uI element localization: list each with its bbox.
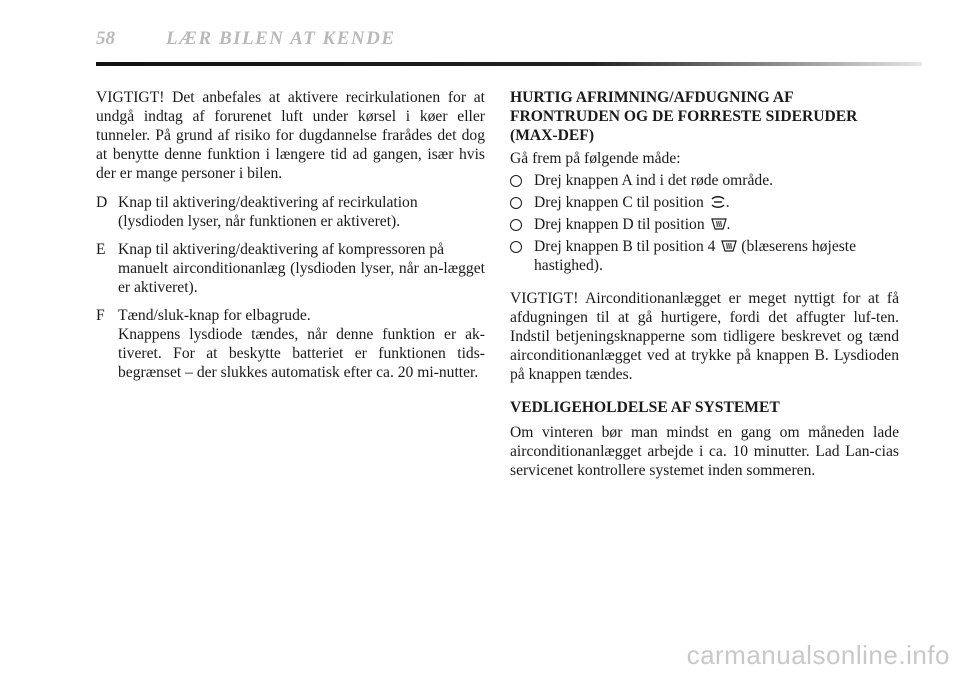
item-letter: F <box>96 307 105 324</box>
item-letter: D <box>96 194 108 211</box>
aircon-note: VIGTIGT! Airconditionanlægget er meget nyttigt for at få afdugningen til at gå hurtigere, fordi det affugter luf-ten. Indstil betjeningsknapperne som tidligere beskrevet og tænd airconditionanlægget ved at trykke på knappen B. Lysdioden på knappen tændes. <box>510 290 899 383</box>
fan-icon <box>710 195 726 209</box>
item-line1: Tænd/sluk-knap for elbagrude. <box>118 307 311 324</box>
item-letter: E <box>96 241 106 258</box>
right-column <box>510 88 899 480</box>
list-item: Drej knappen A ind i det røde område. <box>510 171 899 190</box>
item-rest: manuelt airconditionanlæg (lysdioden lyser, når an-lægget er aktiveret). <box>118 260 485 296</box>
section-heading-maxdef: HURTIG AFRIMNING/AFDUGNING AF FRONTRUDEN OG DE FORRESTE SIDERUDER (MAX-DEF) <box>510 89 858 144</box>
left-column <box>96 88 485 382</box>
item-rest: Knappens lysdiode tændes, når denne funktion er ak-tiveret. For at beskytte batteriet er funktionen tids-begrænset – der slukkes automatisk efter ca. 20 mi-nutter. <box>118 326 485 381</box>
page-title: LÆR BILEN AT KENDE <box>166 28 396 49</box>
page-header <box>96 28 396 50</box>
procedure-intro: Gå frem på følgende måde: <box>510 150 681 167</box>
list-item <box>96 306 485 382</box>
section-heading-maintenance: VEDLIGEHOLDELSE AF SYSTEMET <box>510 399 780 416</box>
item-line1: Knap til aktivering/deaktivering af kompressoren på <box>118 241 445 258</box>
recirculation-note: VIGTIGT! Det anbefales at aktivere recirkulationen for at undgå indtag af forurenet luft under kørsel i køer eller tunneler. På grund af risiko for dugdannelse frarådes det dog at benytte denne funktion i længere tid ad gangen, især hvis der er mange personer i bilen. <box>96 89 485 182</box>
list-item: Drej knappen C til position . <box>510 193 899 212</box>
list-item <box>96 240 485 297</box>
procedure-list <box>510 171 899 275</box>
circle-bullet-icon <box>510 175 522 187</box>
item-rest: (lysdioden lyser, når funktionen er aktiveret). <box>118 213 401 230</box>
list-item: Drej knappen B til position 4 (blæserens højeste hastighed). <box>510 237 899 275</box>
watermark: carmanualsonline.info <box>686 640 950 670</box>
maintenance-text: Om vinteren bør man mindst en gang om måneden lade airconditionanlægget arbejde i ca. 10 minutter. Lad Lan-cias servicenet kontrollere systemet inden sommeren. <box>510 424 899 479</box>
item-line1: Knap til aktivering/deaktivering af recirkulation <box>118 194 418 211</box>
windshield-defrost-icon <box>721 239 737 253</box>
circle-bullet-icon <box>510 197 522 209</box>
windshield-defrost-icon <box>711 217 727 231</box>
circle-bullet-icon <box>510 219 522 231</box>
circle-bullet-icon <box>510 241 522 253</box>
page-number: 58 <box>96 28 115 49</box>
list-item: Drej knappen D til position . <box>510 215 899 234</box>
list-item <box>96 193 485 231</box>
header-rule <box>96 62 922 66</box>
